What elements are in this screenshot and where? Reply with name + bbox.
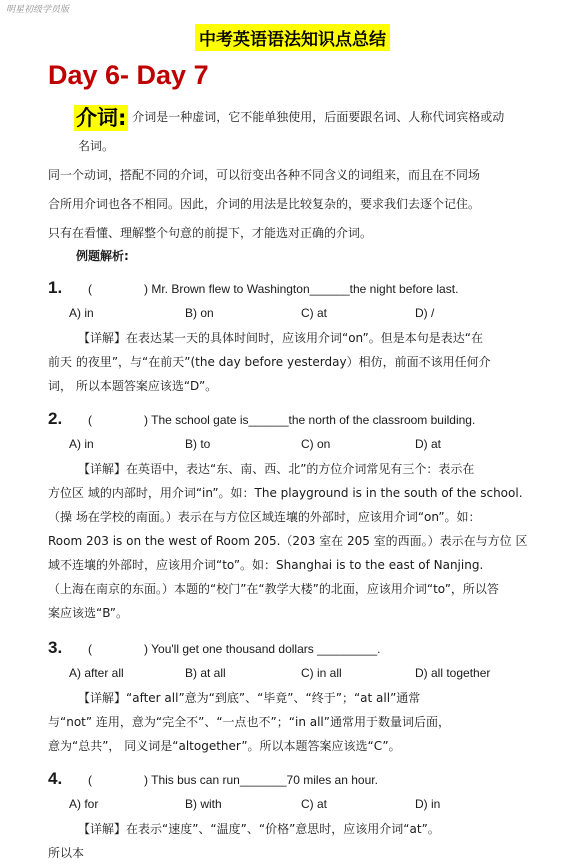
explanation-line: （上海在南京的东面。）本题的“校门”在“教学大楼”的北面，应该用介词“to”，所以答 [48,582,499,596]
options-row [48,431,568,457]
question-number: 3. [48,638,63,657]
question-line [48,636,568,660]
option-b: B) to [185,437,211,451]
option-c: C) in all [301,666,342,680]
question-block [48,276,568,398]
intro-line: 合所用介词也各不相同。因此，介词的用法是比较复杂的，要求我们去逐个记住。 [48,197,481,211]
explanation-line: 【详解】“after all”意为“到底”、“毕竟”、“终于”；“at all”通常 [78,691,421,705]
explanation [48,326,568,398]
question-number: 2. [48,409,63,428]
options-row [48,660,568,686]
option-b: B) on [185,306,214,320]
explanation-line: 词， 所以本题答案应该选“D”。 [48,379,218,393]
question-line [48,276,568,300]
explanation-line: 域不连壤的外部时，应该用介词“to”。如：Shanghai is to the east of Nanjing. [48,558,484,572]
explanation-line: Room 203 is on the west of Room 205.（203 室在 205 室的西面。）表示在与方位 区 [48,534,528,548]
title-banner [0,24,585,51]
intro-line: 同一个动词，搭配不同的介词，可以衍变出各种不同含义的词组来，而且在不同场 [48,168,481,182]
question-number: 4. [48,769,63,788]
explanation-line: 所以本 [48,846,85,860]
option-d: D) in [415,797,441,811]
question-number: 1. [48,278,63,297]
question-line [48,407,568,431]
explanation-line: 【详解】在表示“速度”、“温度”、“价格”意思时，应该用介词“at”。 [78,822,440,836]
option-b: B) at all [185,666,226,680]
explanation-line: 意为“总共”， 同义词是“altogether”。所以本题答案应该选“C”。 [48,739,401,753]
explanation-line: 方位区 域的内部时，用介词“in”。如：The playground is in the south of the school. [48,486,523,500]
explanation [48,686,568,758]
question-block [48,407,568,625]
explanation-line: 【详解】在英语中，表达“东、南、西、北”的方位介词常见有三个：表示在 [78,462,475,476]
option-b: B) with [185,797,222,811]
option-d: D) / [415,306,435,320]
option-c: C) at [301,306,328,320]
question-stem: ) You'll get one thousand dollars _________. [144,642,381,656]
option-d: D) all together [415,666,491,680]
question-block [48,636,568,758]
option-a: A) in [69,306,94,320]
answer-paren: ( [88,773,92,787]
watermark: 明星初级学员版 [6,5,70,15]
question-stem: ) The school gate is______the north of the classroom building. [144,413,476,427]
question-stem: ) Mr. Brown flew to Washington______the night before last. [144,282,459,296]
page-title: 中考英语语法知识点总结 [195,24,390,51]
explanation-line: 案应该选“B”。 [48,606,129,620]
answer-paren: ( [88,642,92,656]
option-c: C) on [301,437,331,451]
explanation-line: 【详解】在表达某一天的具体时间时，应该用介词“on”。但是本句是表达“在 [78,331,483,345]
example-heading: 例题解析: [76,249,129,263]
intro-section [48,103,563,248]
option-d: D) at [415,437,442,451]
answer-paren: ( [88,282,92,296]
option-c: C) at [301,797,328,811]
explanation-line: 前天 的夜里”，与“在前天”(the day before yesterday）相仿，前面不该用任何介 [48,355,491,369]
options-row [48,300,568,326]
question-line [48,767,568,791]
explanation-line: （操 场在学校的南面。）表示在与方位区域连壤的外部时，应该用介词“on”。如： [48,510,481,524]
question-block [48,767,568,865]
intro-line: 只有在看懂、理解整个句意的前提下，才能选对正确的介词。 [48,226,373,240]
intro-line [48,103,563,132]
explanation-line: 与“not” 连用，意为“完全不”、“一点也不”；“in all”通常用于数量词后面， [48,715,450,729]
explanation [48,817,568,865]
intro-line: 名词。 [78,139,115,153]
day-heading: Day 6- Day 7 [48,60,209,90]
option-a: A) for [69,797,99,811]
explanation [48,457,568,625]
options-row [48,791,568,817]
option-a: A) in [69,437,94,451]
option-a: A) after all [69,666,124,680]
answer-paren: ( [88,413,92,427]
preposition-label: 介词: [76,105,127,130]
intro-text: 介词是一种虚词，它不能单独使用，后面要跟名词、人称代词宾格或动 [132,110,505,124]
question-stem: ) This bus can run_______70 miles an hour. [144,773,378,787]
